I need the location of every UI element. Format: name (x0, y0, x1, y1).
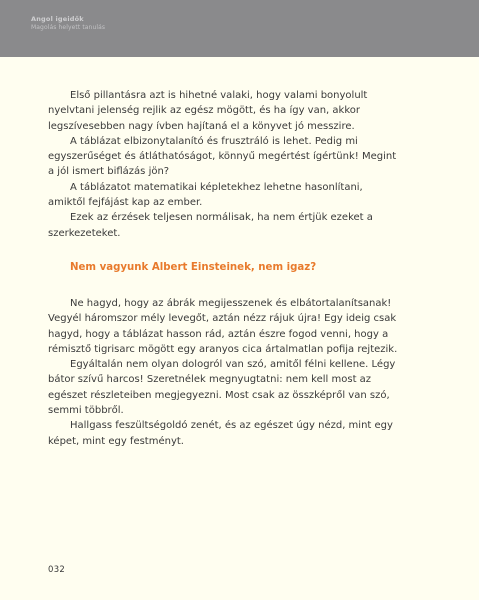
running-header-subtitle: Magolás helyett tanulás (31, 24, 106, 31)
running-header-title: Angol igeidők (31, 15, 84, 23)
body-paragraph: Első pillantásra azt is hihetné valaki, hogy valami bonyolult nyelvtani jelenség rejlik az egész mögött, és ha így van, akkor legszívesebben nagy ívben hajítaná el a könyvet jó messzire. (48, 90, 368, 132)
running-header-band (0, 0, 479, 57)
section-heading: Nem vagyunk Albert Einsteinek, nem igaz? (70, 261, 317, 273)
body-paragraph: Ezek az érzések teljesen normálisak, ha nem értjük ezeket a szerkezeteket. (48, 212, 373, 239)
page-number: 032 (48, 565, 66, 575)
body-paragraph: A táblázatot matematikai képletekhez lehetne hasonlítani, amiktől fejfájást kap az ember. (48, 181, 363, 209)
body-paragraph: Egyáltalán nem olyan dologról van szó, amitől félni kellene. Légy bátor szívű harcos! Szeretnélek megnyugtatni: nem kell most az egészet részleteiben megjegyezni. Most csak az összképről van szó, semmi többről. (48, 359, 396, 417)
page-body (48, 88, 400, 449)
body-paragraph: Ne hagyd, hogy az ábrák megijesszenek és elbátortalanítsanak! Vegyél háromszor mély levegőt, aztán nézz rájuk újra! Egy ideig csak hagyd, hogy a táblázat hasson rád, aztán észre fogod venni, hogy a rémisztő tigrisarc mögött egy aranyos cica ártalmatlan pofija rejtezik. (48, 297, 398, 355)
body-paragraph: Hallgass feszültségoldó zenét, és az egészet úgy nézd, mint egy képet, mint egy festményt. (48, 420, 393, 447)
body-paragraph: A táblázat elbizonytalanító és frusztráló is lehet. Pedig mi egyszerűséget és átláthatóságot, könnyű megértést ígértünk! Megint a jól ismert biflázás jön? (48, 135, 397, 178)
